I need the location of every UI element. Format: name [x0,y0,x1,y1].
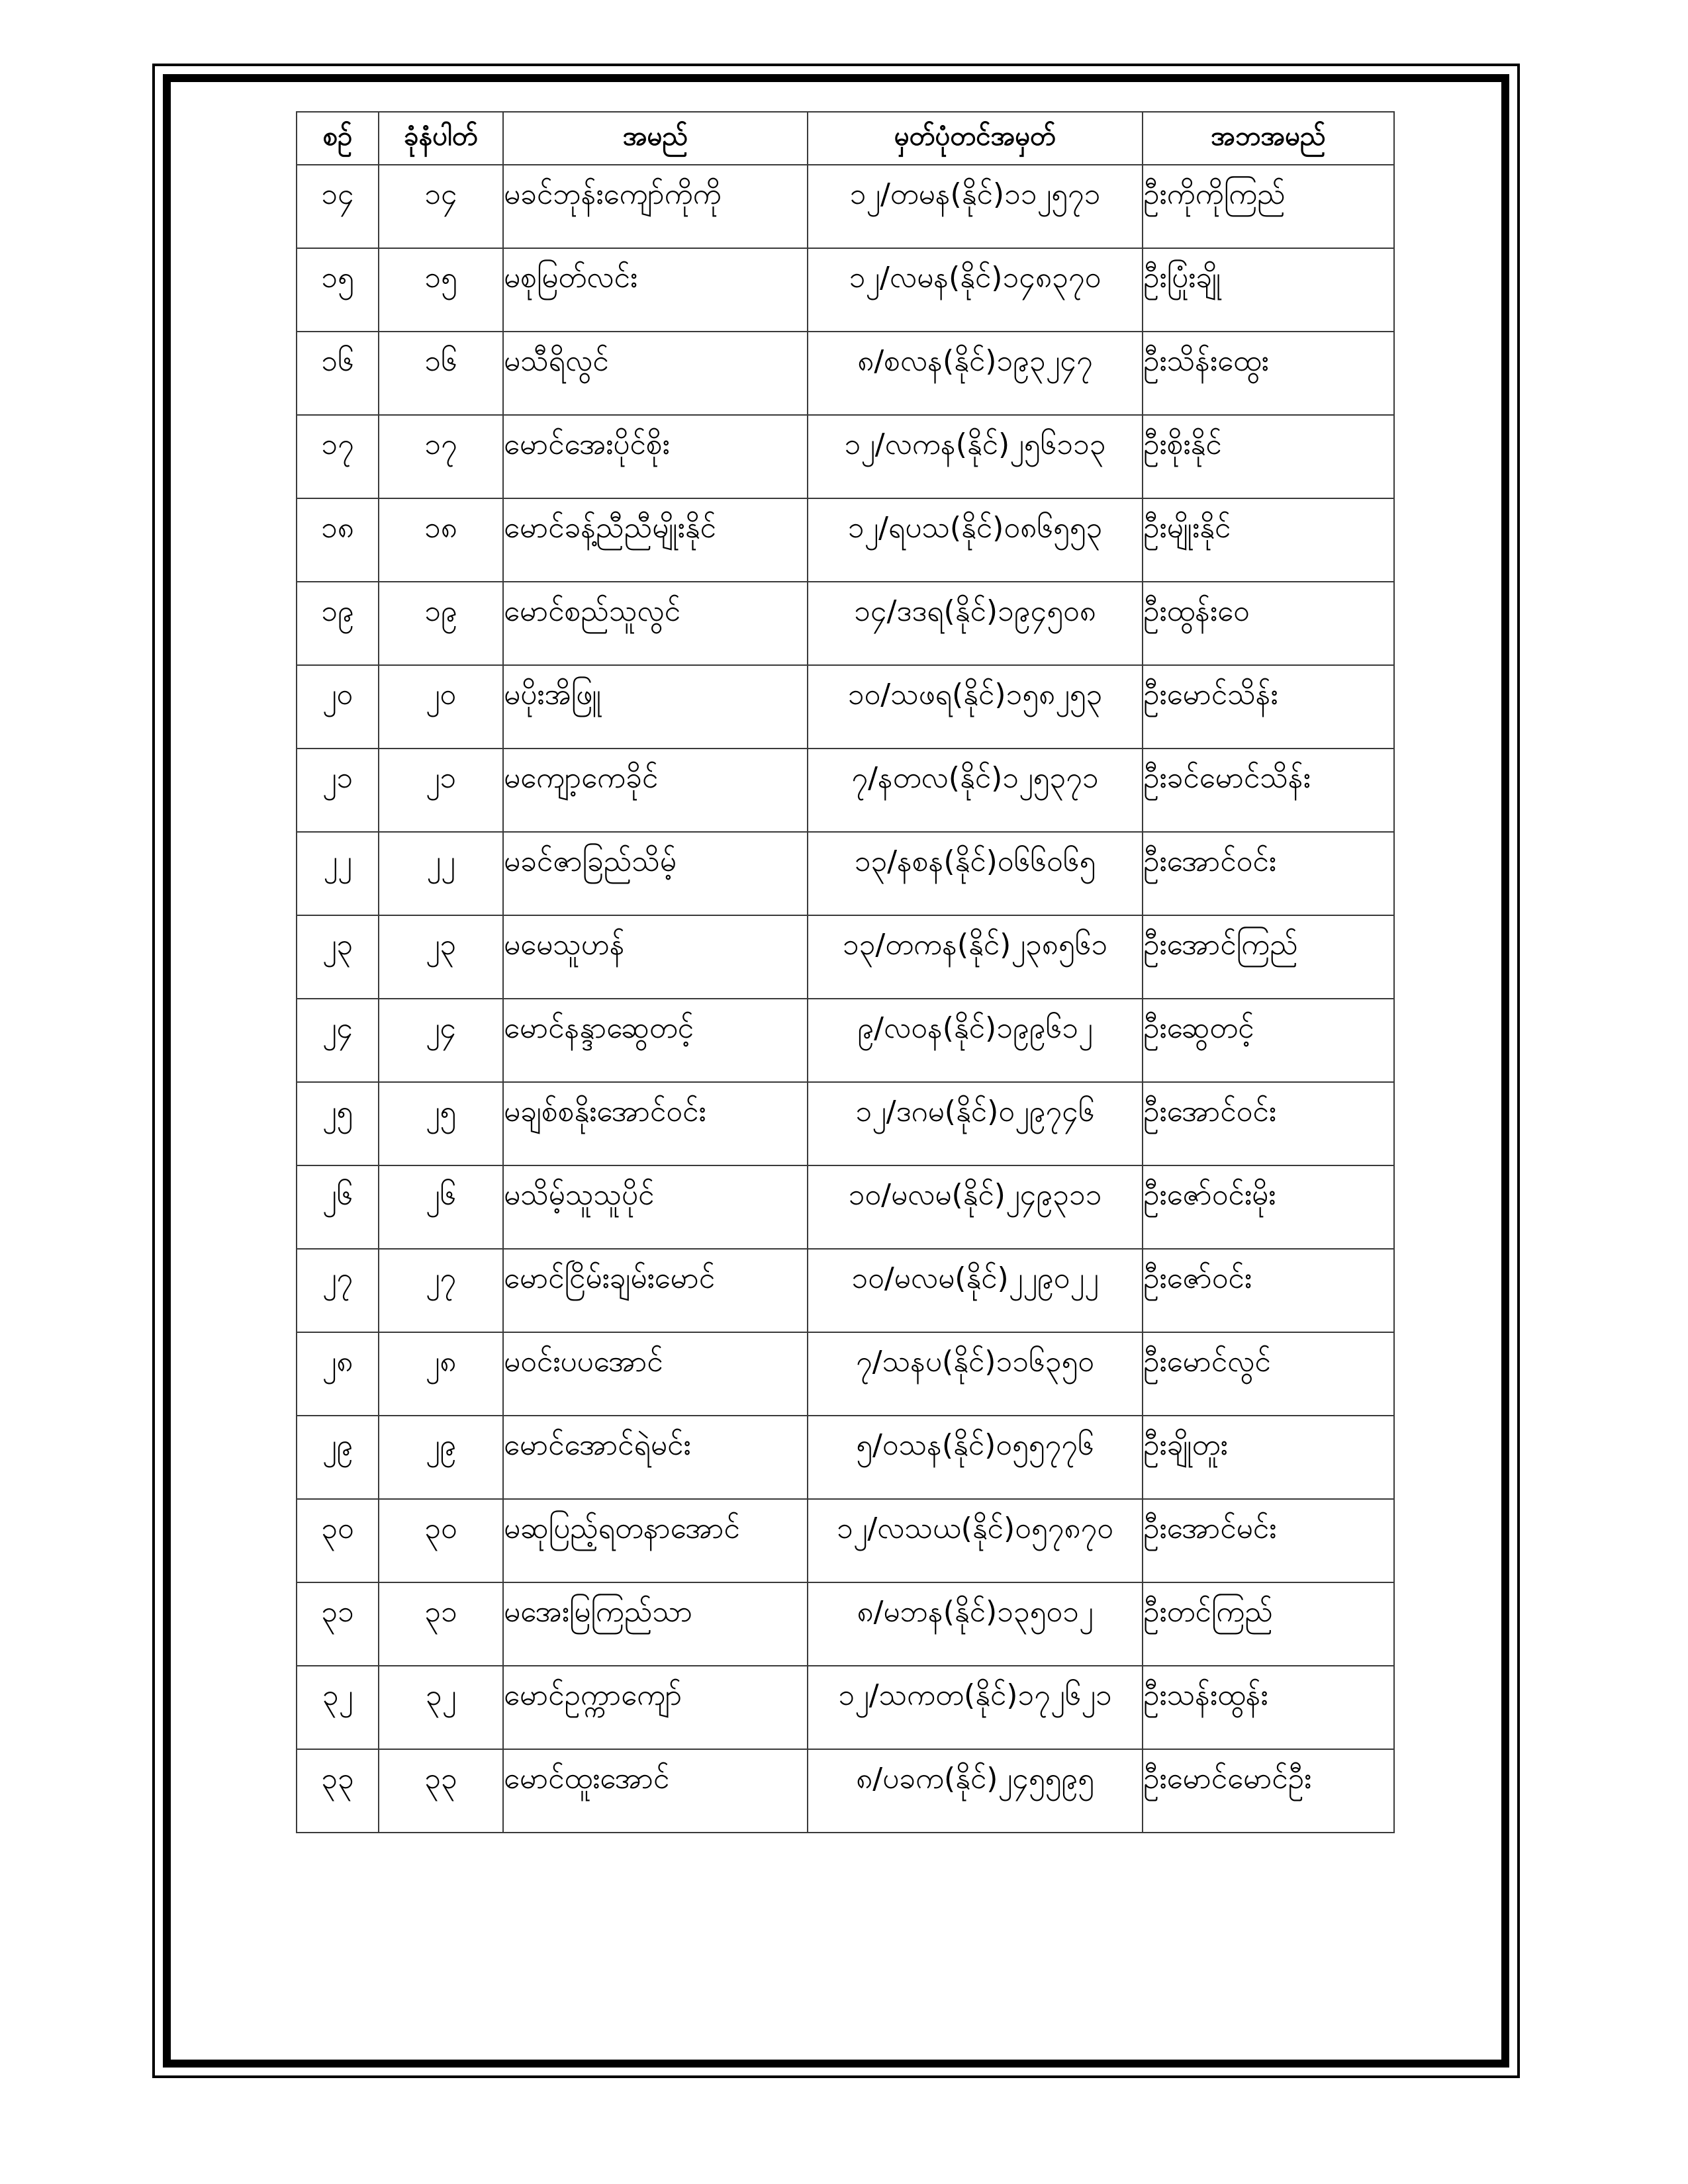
cell-roll-no: ၂၉ [379,1416,503,1499]
cell-name: မောင်အောင်ရဲမင်း [503,1416,808,1499]
cell-name: မခင်ဘုန်းကျော်ကိုကို [503,165,808,248]
cell-father-name: ဦးအောင်ဝင်း [1143,832,1394,915]
cell-name: မဝင်းပပအောင် [503,1332,808,1416]
cell-serial-no: ၂၆ [297,1165,379,1249]
cell-name: မောင်စည်သူလွင် [503,582,808,665]
cell-name: မောင်ခန့်ညီညီမျိုးနိုင် [503,498,808,582]
cell-nrc: ၇/နတလ(နိုင်)၁၂၅၃၇၁ [808,749,1143,832]
cell-name: မချစ်စနိုးအောင်ဝင်း [503,1082,808,1165]
cell-roll-no: ၂၀ [379,665,503,749]
cell-name: မအေးမြကြည်သာ [503,1582,808,1666]
cell-father-name: ဦးချိုတူး [1143,1416,1394,1499]
cell-roll-no: ၂၁ [379,749,503,832]
cell-name: မဆုပြည့်ရတနာအောင် [503,1499,808,1582]
cell-serial-no: ၁၆ [297,332,379,415]
cell-father-name: ဦးဇော်ဝင်းမိုး [1143,1165,1394,1249]
table-row [297,1332,1394,1416]
table-row [297,1749,1394,1833]
cell-father-name: ဦးကိုကိုကြည် [1143,165,1394,248]
cell-roll-no: ၃၃ [379,1749,503,1833]
cell-name: မမေသူဟန် [503,915,808,999]
cell-serial-no: ၂၄ [297,999,379,1082]
table-row [297,582,1394,665]
cell-nrc: ၈/စလန(နိုင်)၁၉၃၂၄၇ [808,332,1143,415]
cell-nrc: ၅/ဝသန(နိုင်)၀၅၅၇၇၆ [808,1416,1143,1499]
cell-serial-no: ၁၇ [297,415,379,498]
cell-nrc: ၁၃/တကန(နိုင်)၂၃၈၅၆၁ [808,915,1143,999]
cell-serial-no: ၂၂ [297,832,379,915]
cell-serial-no: ၃၃ [297,1749,379,1833]
cell-roll-no: ၂၅ [379,1082,503,1165]
cell-name: မခင်ဇာခြည်သိမ့် [503,832,808,915]
cell-serial-no: ၃၀ [297,1499,379,1582]
cell-roll-no: ၁၈ [379,498,503,582]
cell-nrc: ၈/ပခက(နိုင်)၂၄၅၅၉၅ [808,1749,1143,1833]
table-row [297,332,1394,415]
cell-nrc: ၁၂/လမန(နိုင်)၁၄၈၃၇၀ [808,248,1143,332]
cell-name: မောင်အေးပိုင်စိုး [503,415,808,498]
cell-father-name: ဦးခင်မောင်သိန်း [1143,749,1394,832]
cell-roll-no: ၃၀ [379,1499,503,1582]
table-row [297,1165,1394,1249]
table-row [297,165,1394,248]
cell-father-name: ဦးမောင်လွင် [1143,1332,1394,1416]
cell-nrc: ၁၀/သဖရ(နိုင်)၁၅၈၂၅၃ [808,665,1143,749]
cell-roll-no: ၂၃ [379,915,503,999]
cell-serial-no: ၁၈ [297,498,379,582]
cell-serial-no: ၃၁ [297,1582,379,1666]
cell-nrc: ၁၂/လသယ(နိုင်)၀၅၇၈၇၀ [808,1499,1143,1582]
table-row [297,1582,1394,1666]
cell-serial-no: ၁၅ [297,248,379,332]
cell-serial-no: ၂၀ [297,665,379,749]
header-father-name: အဘအမည် [1143,112,1394,165]
cell-nrc: ၁၀/မလမ(နိုင်)၂၂၉၀၂၂ [808,1249,1143,1332]
table-row [297,832,1394,915]
table-row [297,1082,1394,1165]
header-roll-no: ခုံနံပါတ် [379,112,503,165]
cell-roll-no: ၁၇ [379,415,503,498]
cell-nrc: ၁၀/မလမ(နိုင်)၂၄၉၃၁၁ [808,1165,1143,1249]
cell-nrc: ၁၃/နစန(နိုင်)၀၆၆၀၆၅ [808,832,1143,915]
cell-father-name: ဦးမောင်သိန်း [1143,665,1394,749]
cell-nrc: ၁၂/ဒဂမ(နိုင်)၀၂၉၇၄၆ [808,1082,1143,1165]
cell-serial-no: ၂၈ [297,1332,379,1416]
cell-father-name: ဦးဆွေတင့် [1143,999,1394,1082]
table-row [297,498,1394,582]
cell-roll-no: ၂၆ [379,1165,503,1249]
table-row [297,1249,1394,1332]
cell-father-name: ဦးတင်ကြည် [1143,1582,1394,1666]
cell-serial-no: ၂၁ [297,749,379,832]
cell-roll-no: ၁၆ [379,332,503,415]
cell-father-name: ဦးမျိုးနိုင် [1143,498,1394,582]
cell-nrc: ၁၂/တမန(နိုင်)၁၁၂၅၇၁ [808,165,1143,248]
table-header-row [297,112,1394,165]
table-row [297,999,1394,1082]
table-row [297,665,1394,749]
table-row [297,248,1394,332]
cell-roll-no: ၂၈ [379,1332,503,1416]
cell-nrc: ၁၂/ရပသ(နိုင်)၀၈၆၅၅၃ [808,498,1143,582]
cell-father-name: ဦးဇော်ဝင်း [1143,1249,1394,1332]
cell-roll-no: ၂၂ [379,832,503,915]
table-row [297,1499,1394,1582]
table-row [297,415,1394,498]
cell-roll-no: ၂၇ [379,1249,503,1332]
cell-roll-no: ၁၄ [379,165,503,248]
cell-name: မပိုးအိဖြူ [503,665,808,749]
cell-father-name: ဦးပြုံးချို [1143,248,1394,332]
cell-nrc: ၁၂/သကတ(နိုင်)၁၇၂၆၂၁ [808,1666,1143,1749]
header-serial-no: စဉ် [297,112,379,165]
header-name: အမည် [503,112,808,165]
cell-roll-no: ၁၅ [379,248,503,332]
cell-father-name: ဦးသိန်းထွေး [1143,332,1394,415]
cell-roll-no: ၂၄ [379,999,503,1082]
cell-nrc: ၁၂/လကန(နိုင်)၂၅၆၁၁၃ [808,415,1143,498]
cell-father-name: ဦးမောင်မောင်ဦး [1143,1749,1394,1833]
cell-name: မသီရိလွင် [503,332,808,415]
cell-roll-no: ၁၉ [379,582,503,665]
cell-father-name: ဦးအောင်ဝင်း [1143,1082,1394,1165]
cell-father-name: ဦးအောင်ကြည် [1143,915,1394,999]
cell-name: မစုမြတ်လင်း [503,248,808,332]
cell-father-name: ဦးထွန်းဝေ [1143,582,1394,665]
cell-serial-no: ၁၉ [297,582,379,665]
cell-name: မောင်ထူးအောင် [503,1749,808,1833]
cell-father-name: ဦးစိုးနိုင် [1143,415,1394,498]
cell-serial-no: ၂၅ [297,1082,379,1165]
cell-serial-no: ၂၃ [297,915,379,999]
cell-name: မကျော့ကေခိုင် [503,749,808,832]
cell-name: မောင်ငြိမ်းချမ်းမောင် [503,1249,808,1332]
cell-father-name: ဦးသန်းထွန်း [1143,1666,1394,1749]
cell-roll-no: ၃၂ [379,1666,503,1749]
cell-serial-no: ၂၇ [297,1249,379,1332]
cell-nrc: ၇/သနပ(နိုင်)၁၁၆၃၅၀ [808,1332,1143,1416]
table-row [297,915,1394,999]
table-row [297,1416,1394,1499]
cell-serial-no: ၃၂ [297,1666,379,1749]
cell-nrc: ၈/မဘန(နိုင်)၁၃၅၀၁၂ [808,1582,1143,1666]
cell-name: မောင်နန္ဒာဆွေတင့် [503,999,808,1082]
cell-serial-no: ၂၉ [297,1416,379,1499]
cell-nrc: ၉/လဝန(နိုင်)၁၉၉၆၁၂ [808,999,1143,1082]
table-row [297,1666,1394,1749]
cell-serial-no: ၁၄ [297,165,379,248]
header-nrc: မှတ်ပုံတင်အမှတ် [808,112,1143,165]
cell-name: မသိမ့်သူသူပိုင် [503,1165,808,1249]
cell-roll-no: ၃၁ [379,1582,503,1666]
table-row [297,749,1394,832]
cell-father-name: ဦးအောင်မင်း [1143,1499,1394,1582]
cell-nrc: ၁၄/ဒဒရ(နိုင်)၁၉၄၅၀၈ [808,582,1143,665]
student-roster-table [296,111,1395,1833]
cell-name: မောင်ဥက္ကာကျော် [503,1666,808,1749]
table-body [297,165,1394,1833]
